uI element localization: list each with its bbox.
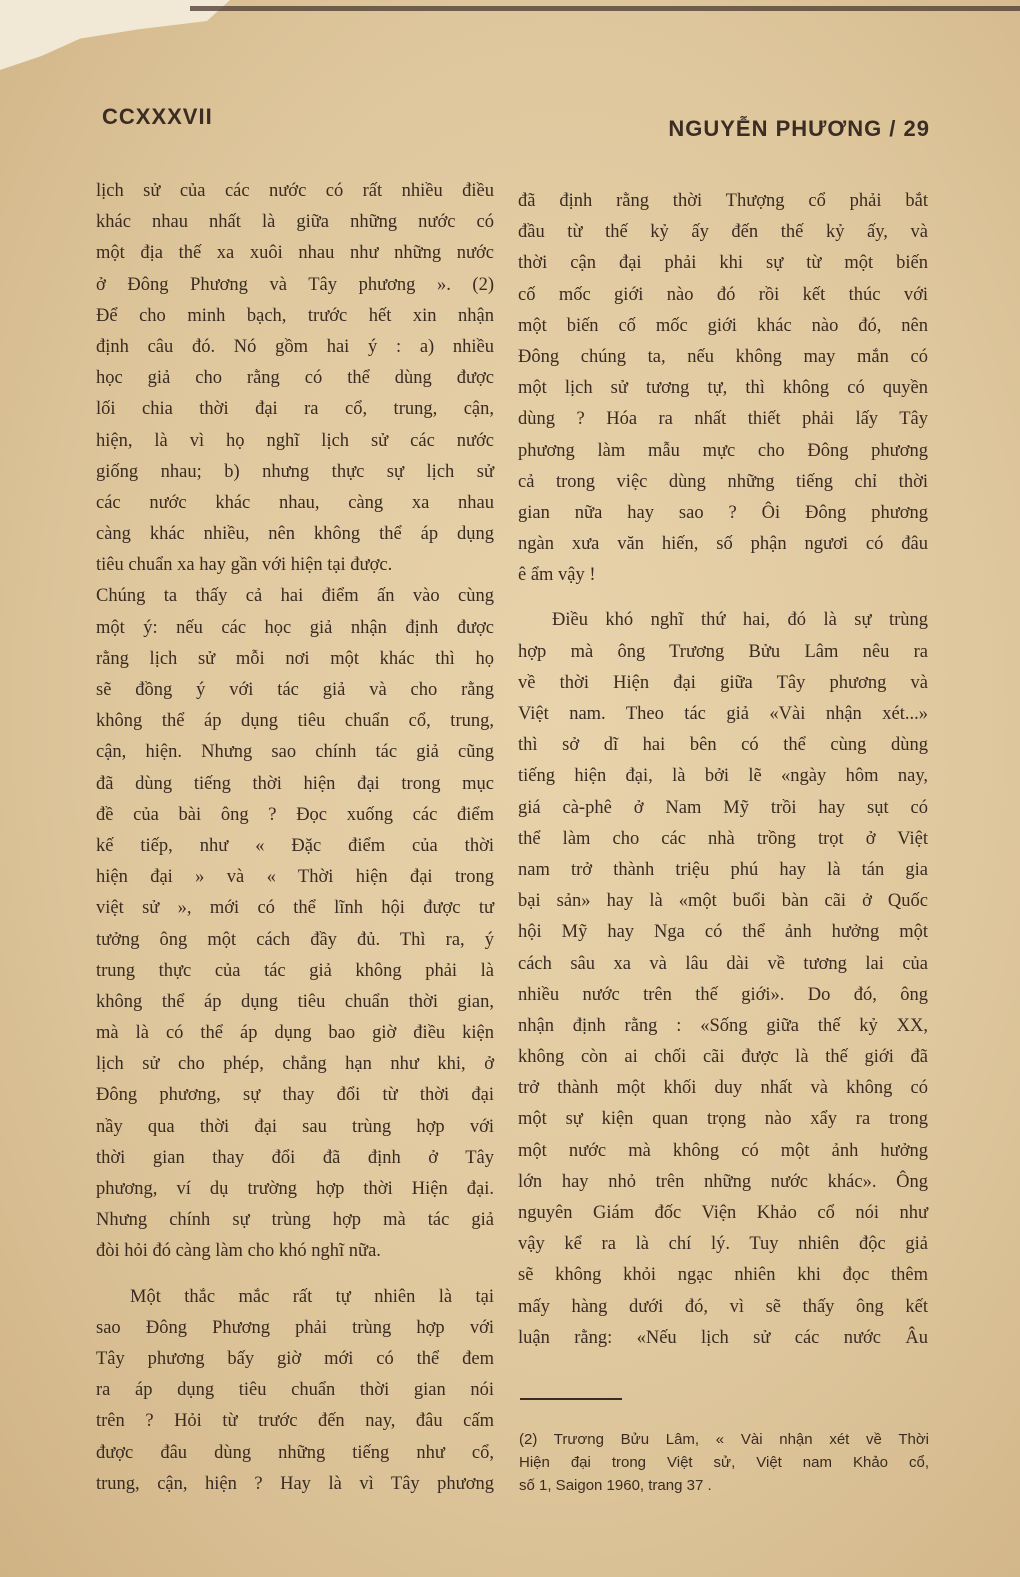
text-line: lịch sử của các nước có rất nhiều điều: [96, 181, 494, 201]
text-line: Nhưng chính sự trùng hợp mà tác giả: [96, 1210, 494, 1231]
text-line: vậy kể ra là chí lý. Tuy nhiên độc giả: [518, 1234, 928, 1255]
text-line: mấy hàng dưới đó, vì sẽ thấy ông kết: [518, 1296, 928, 1317]
text-line: giá cà-phê ở Nam Mỹ trồi hay sụt có: [518, 797, 928, 818]
text-line: Đông phương, sự thay đổi từ thời đại: [96, 1085, 494, 1106]
text-line: lịch sử cho phép, chẳng hạn như khi, ở: [96, 1054, 494, 1075]
text-line: về thời Hiện đại giữa Tây phương và: [518, 672, 928, 693]
text-line: Việt nam. Theo tác giả «Vài nhận xét...»: [518, 704, 928, 724]
text-line: ê ẩm vậy !: [518, 565, 596, 586]
text-line: ngàn xưa văn hiến, số phận ngươi có đâu: [518, 534, 928, 555]
text-line: việt sử », mới có thể lĩnh hội được tư: [96, 898, 494, 919]
footnote-line: số 1, Saigon 1960, trang 37 .: [519, 1477, 712, 1494]
left-column: [96, 176, 494, 1500]
text-line: càng khác nhiều, nên không thể áp dụng: [96, 524, 494, 545]
text-line: học giả cho rằng có thể dùng được: [96, 368, 494, 389]
text-line: lối chia thời đại ra cổ, trung, cận,: [96, 399, 494, 420]
text-line: cả trong việc dùng những tiếng chỉ thời: [518, 471, 928, 492]
text-line: một sự kiện quan trọng nào xẩy ra trong: [518, 1109, 928, 1130]
text-line: không thể áp dụng tiêu chuẩn cổ, trung,: [96, 711, 494, 732]
text-line: thời gian thay đổi đã định ở Tây: [96, 1147, 494, 1168]
text-line: một lịch sử tương tự, thì không có quyền: [518, 378, 928, 399]
text-line: đề của bài ông ? Đọc xuống các điểm: [96, 804, 494, 825]
text-line: nhận định rằng : «Sống giữa thế kỷ XX,: [518, 1015, 928, 1036]
text-line: rằng lịch sử mỗi nơi một khác thì họ: [96, 648, 494, 669]
text-line: Một thắc mắc rất tự nhiên là tại: [130, 1286, 494, 1307]
text-line: trở thành một khối duy nhất và không có: [518, 1078, 928, 1099]
text-line: dùng ? Hóa ra nhất thiết phải lấy Tây: [518, 409, 928, 430]
text-line: kế tiếp, như « Đặc điểm của thời: [96, 835, 494, 856]
text-line: nhiều nước trên thế giới». Do đó, ông: [518, 984, 928, 1005]
text-line: tiếng hiện đại, là bởi lẽ «ngày hôm nay,: [518, 766, 928, 787]
text-line: đã dùng tiếng thời hiện đại trong mục: [96, 773, 494, 794]
text-line: gian nữa hay sao ? Ôi Đông phương: [518, 502, 928, 523]
text-line: sẽ không khỏi ngạc nhiên khi đọc thêm: [518, 1265, 928, 1286]
text-line: lớn hay nhỏ trên những nước khác». Ông: [518, 1171, 928, 1192]
text-line: khác nhau nhất là giữa những nước có: [96, 212, 494, 233]
right-column: [518, 186, 928, 1354]
text-line: Tây phương bấy giờ mới có thể đem: [96, 1348, 494, 1369]
author-page-number: NGUYỄN PHƯƠNG / 29: [668, 116, 930, 141]
text-line: bại sản» hay là «một buổi bàn cãi ở Quốc: [518, 891, 928, 912]
text-line: thời cận đại phải khi sự từ một biến: [518, 253, 928, 274]
text-line: một ý: nếu các học giả nhận định được: [96, 617, 494, 638]
text-line: nguyên Giám đốc Viện Khảo cổ nói như: [518, 1203, 928, 1223]
paragraph-gap: [518, 591, 928, 605]
text-line: Điều khó nghĩ thứ hai, đó là sự trùng: [552, 610, 928, 631]
text-line: Để cho minh bạch, trước hết xin nhận: [96, 305, 494, 326]
text-line: một địa thế xa xuôi nhau như những nước: [96, 243, 494, 264]
text-line: thì sở dĩ hai bên có thể cùng dùng: [518, 735, 928, 756]
text-line: cận, hiện. Nhưng sao chính tác giả cũng: [96, 742, 494, 763]
text-line: định câu đó. Nó gồm hai ý : a) nhiều: [96, 336, 494, 357]
text-line: hợp mà ông Trương Bửu Lâm nêu ra: [518, 641, 928, 662]
text-line: cách sâu xa và lâu dài về tương lai của: [518, 953, 928, 974]
text-line: các nước khác nhau, càng xa nhau: [96, 492, 494, 513]
text-line: trung thực của tác giả không phải là: [96, 960, 494, 981]
text-line: phương làm mẫu mực cho Đông phương: [518, 440, 928, 461]
footnote-line: (2) Trương Bửu Lâm, « Vài nhận xét về Thời: [519, 1431, 929, 1448]
text-line: luận rằng: «Nếu lịch sử các nước Âu: [518, 1327, 928, 1348]
text-line: một nước mà không có một ảnh hưởng: [518, 1140, 928, 1161]
text-line: ở Đông Phương và Tây phương ». (2): [96, 274, 494, 295]
footnote-line: Hiện đại trong Việt sử, Việt nam Khảo cổ,: [519, 1454, 929, 1471]
text-line: không thể áp dụng tiêu chuẩn thời gian,: [96, 991, 494, 1012]
text-line: giống nhau; b) nhưng thực sự lịch sử: [96, 461, 494, 482]
text-line: trên ? Hỏi từ trước đến nay, đâu cấm: [96, 1411, 494, 1432]
text-line: đòi hỏi đó càng làm cho khó nghĩ nữa.: [96, 1241, 381, 1262]
text-line: ra áp dụng tiêu chuẩn thời gian nói: [96, 1380, 494, 1401]
text-line: được đâu dùng những tiếng như cổ,: [96, 1442, 494, 1463]
text-line: mà là có thể áp dụng bao giờ điều kiện: [96, 1023, 494, 1044]
paragraph-gap: [96, 1268, 494, 1282]
footnote: [519, 1428, 929, 1497]
text-line: trung, cận, hiện ? Hay là vì Tây phương: [96, 1473, 494, 1494]
text-line: Đông chúng ta, nếu không may mắn có: [518, 346, 928, 367]
text-line: cố mốc giới nào đó rồi kết thúc với: [518, 284, 928, 305]
text-line: đã định rằng thời Thượng cổ phải bắt: [518, 191, 928, 211]
text-line: nam trở thành triệu phú hay là tán gia: [518, 859, 928, 880]
footnote-divider: [520, 1398, 622, 1400]
chapter-number: CCXXXVII: [102, 104, 213, 129]
text-line: sao Đông Phương phải trùng hợp với: [96, 1317, 494, 1338]
text-line: hội Mỹ hay Nga có thể ảnh hưởng một: [518, 922, 928, 943]
text-line: tưởng ông một cách đầy đủ. Thì ra, ý: [96, 929, 494, 950]
text-line: thể làm cho các nhà trồng trọt ở Việt: [518, 828, 928, 849]
text-line: sẽ đồng ý với tác giả và cho rằng: [96, 680, 494, 700]
text-line: hiện, là vì họ nghĩ lịch sử các nước: [96, 430, 494, 451]
page-header: [100, 104, 930, 144]
text-line: tiêu chuẩn xa hay gần với hiện tại được.: [96, 555, 393, 576]
text-line: không còn ai chối cãi được là thế giới đã: [518, 1047, 928, 1068]
text-line: nầy qua thời đại sau trùng hợp với: [96, 1116, 494, 1137]
page-top-edge: [190, 6, 1020, 11]
text-line: phương, ví dụ trường hợp thời Hiện đại.: [96, 1179, 494, 1199]
text-line: một biến cố mốc giới khác nào đó, nên: [518, 315, 928, 336]
text-line: đầu từ thế kỷ ấy đến thế kỷ ấy, và: [518, 222, 928, 243]
text-line: hiện đại » và « Thời hiện đại trong: [96, 867, 494, 888]
text-line: Chúng ta thấy cả hai điểm ấn vào cùng: [96, 586, 494, 607]
